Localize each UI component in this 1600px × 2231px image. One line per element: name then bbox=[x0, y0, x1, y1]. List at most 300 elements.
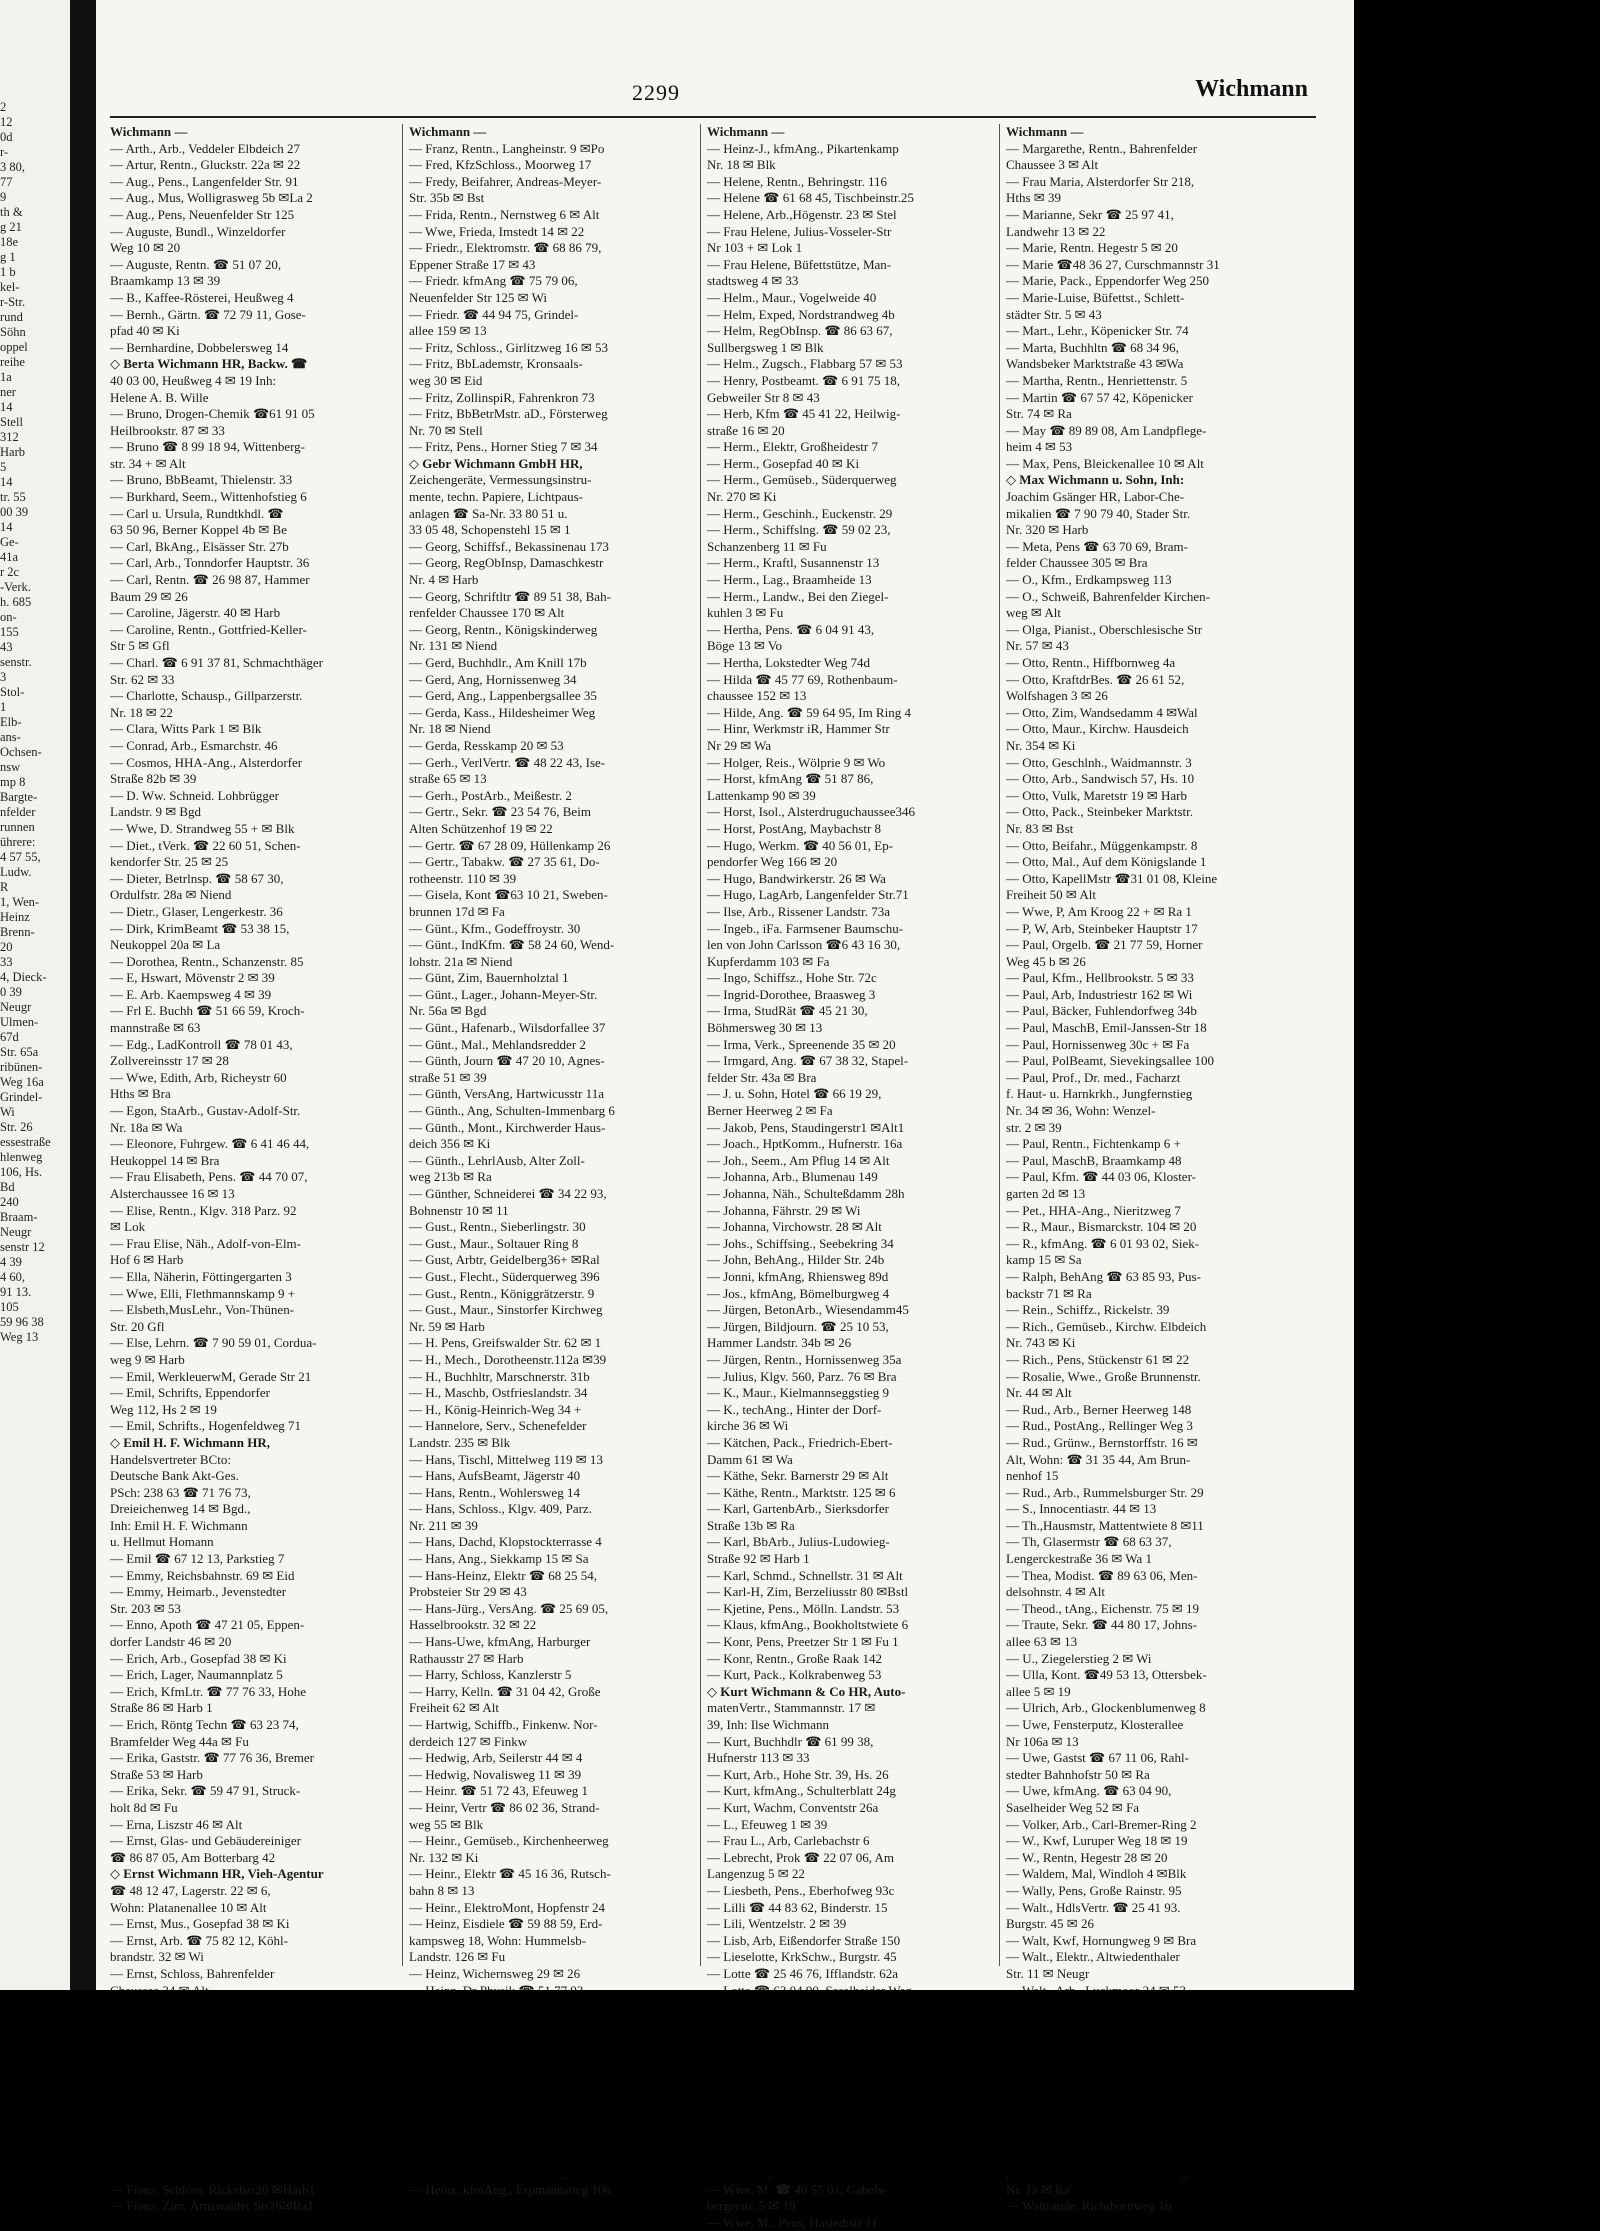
directory-entry-line: — Helene, Arb.,Högenstr. 23 ✉ Stel bbox=[707, 206, 897, 222]
directory-entry-line: — Herm., Elektr, Großheidestr 7 bbox=[707, 439, 878, 455]
directory-entry-line: — Heinz, Eisdiele ☎ 59 88 59, Erd- bbox=[409, 1916, 603, 1932]
directory-entry-line: Burgstr. 45 ✉ 26 bbox=[1006, 1916, 1094, 1932]
left-fragment-line: Ulmen- bbox=[0, 1015, 39, 1029]
directory-entry-line: Freiheit 62 ✉ Alt bbox=[409, 1700, 499, 1716]
directory-entry-line: — Rud., Arb., Rummelsburger Str. 29 bbox=[1006, 1484, 1204, 1500]
directory-entry-line: — Karl, Schmd., Schnellstr. 31 ✉ Alt bbox=[707, 1567, 903, 1583]
left-fragment-line: Weg 16a bbox=[0, 1075, 44, 1089]
directory-entry-line: u. Hellmut Homann bbox=[110, 1534, 214, 1550]
directory-entry-line: — Ilse, Arb., Rissener Landstr. 73a bbox=[707, 903, 891, 919]
directory-entry-line: renfelder Chaussee 170 ✉ Alt bbox=[409, 605, 565, 621]
directory-entry-line: — Wwe, Edith, Arb, Richeystr 60 bbox=[110, 1069, 287, 1085]
directory-entry-line: Probsteier Str 29 ✉ 43 bbox=[409, 1584, 527, 1600]
left-fragment-line: Brenn- bbox=[0, 925, 35, 939]
directory-entry-line: — Kjetine, Pens., Mölln. Landstr. 53 bbox=[707, 1600, 900, 1616]
left-fragment-line: 00 39 bbox=[0, 505, 29, 519]
directory-entry-line: — Irma, StudRät ☎ 45 21 30, bbox=[707, 1003, 868, 1019]
directory-entry-line: — Jonni, kfmAng, Rhiensweg 89d bbox=[707, 1268, 889, 1284]
directory-entry-line: Nr 29 ✉ Wa bbox=[707, 737, 772, 753]
directory-entry-line: holt 8d ✉ Fu bbox=[110, 1799, 178, 1815]
directory-entry-line: — Charl. ☎ 6 91 37 81, Schmachthäger bbox=[110, 655, 323, 670]
directory-entry-line: — Lebrecht, Prok ☎ 22 07 06, Am bbox=[707, 1849, 894, 1865]
directory-entry-line: derdeich 127 ✉ Finkw bbox=[409, 1733, 528, 1749]
directory-entry-line: — D. Ww. Schneid. Lohbrügger bbox=[110, 787, 279, 803]
directory-entry-line: — Horst, PostAng, Maybachstr 8 bbox=[707, 820, 882, 836]
directory-entry-line: — Friedr. kfmAng ☎ 75 79 06, bbox=[409, 273, 578, 289]
directory-entry-line: — Egon, StaArb., Gustav-Adolf-Str. bbox=[110, 1103, 301, 1119]
left-fragment-line: R bbox=[0, 880, 9, 894]
directory-entry-line: — Emil, WerkleuerwM, Gerade Str 21 bbox=[110, 1368, 312, 1384]
directory-entry-line: Straße 86 ✉ Harb 1 bbox=[110, 1700, 213, 1716]
left-fragment-line: Str. 65a bbox=[0, 1045, 39, 1059]
directory-entry-line: Handelsvertreter BCto: bbox=[110, 1451, 231, 1467]
directory-entry-line: — Heinr. ☎ 51 72 43, Efeuweg 1 bbox=[409, 1783, 589, 1799]
directory-entry-line: — Lisb, Arb, Eißendorfer Straße 150 bbox=[707, 1932, 901, 1948]
left-fragment-line: Grindel- bbox=[0, 1090, 43, 1104]
column-heading: Wichmann — bbox=[110, 124, 188, 139]
directory-entry-line: — Otto, Arb., Sandwisch 57, Hs. 10 bbox=[1006, 771, 1195, 787]
directory-entry-line: — Gerd, Buchhdlr., Am Knill 17b bbox=[409, 655, 587, 670]
directory-entry-line: — Frau L., Arb, Carlebachstr 6 bbox=[707, 1833, 870, 1849]
directory-entry-line: — Wwe, Elli, Flethmannskamp 9 + bbox=[110, 1285, 296, 1301]
left-fragment-line: nfelder bbox=[0, 805, 36, 819]
directory-entry-line: ◇ Max Wichmann u. Sohn, Inh: bbox=[1006, 472, 1185, 488]
directory-entry-line: — Cosmos, HHA-Ang., Alsterdorfer bbox=[110, 754, 303, 770]
book-gutter bbox=[70, 0, 96, 1990]
directory-entry-line: Landstr. 126 ✉ Fu bbox=[409, 1949, 506, 1965]
directory-entry-line: — Georg, Schiffsf., Bekassinenau 173 bbox=[409, 538, 609, 554]
directory-entry-line: — Karl, BbArb., Julius-Ludowieg- bbox=[707, 1534, 890, 1550]
directory-entry-line: — Frl E. Buchh ☎ 51 66 59, Kroch- bbox=[110, 1003, 305, 1019]
directory-entry-line: — Conrad, Arb., Esmarchstr. 46 bbox=[110, 737, 278, 753]
directory-entry-line: kirche 36 ✉ Wi bbox=[707, 1418, 789, 1434]
page-number: 2299 bbox=[632, 80, 680, 105]
left-fragment-line: 4, Dieck- bbox=[0, 970, 47, 984]
header-rule bbox=[110, 116, 1316, 118]
column-heading: Wichmann — bbox=[707, 124, 785, 139]
directory-entry-line: — Harry, Schloss, Kanzlerstr 5 bbox=[409, 1667, 572, 1683]
directory-entry-line: Chaussee 3 ✉ Alt bbox=[1006, 157, 1099, 173]
directory-entry-line: — Bruno, Drogen-Chemik ☎61 91 05 bbox=[110, 406, 315, 422]
left-fragment-line: 9 bbox=[0, 190, 7, 204]
directory-entry-line: — Heinr., Gemüseb., Kirchenheerweg bbox=[409, 1833, 609, 1849]
directory-entry-line: — Paul, MaschB, Emil-Janssen-Str 18 bbox=[1006, 1020, 1207, 1036]
directory-entry-line: Landstr. 9 ✉ Bgd bbox=[110, 804, 202, 820]
directory-entry-line: — Jürgen, BetonArb., Wiesendamm45 bbox=[707, 1302, 909, 1318]
directory-entry-line: Deutsche Bank Akt-Ges. bbox=[110, 1468, 239, 1484]
directory-entry-line: — Emil, Schrifts., Hogenfeldweg 71 bbox=[110, 1418, 301, 1434]
directory-entry-line: — Otto, Mal., Auf dem Königslande 1 bbox=[1006, 854, 1207, 870]
left-fragment-line: Weg 13 bbox=[0, 1330, 39, 1344]
directory-entry-line: — Franz, Zim, Arnswalder Str26✉Ra1 bbox=[110, 2198, 314, 2214]
directory-entry-line: — Frau Elise, Näh., Adolf-von-Elm- bbox=[110, 1235, 301, 1251]
directory-entry-line: Lattenkamp 90 ✉ 39 bbox=[707, 787, 816, 803]
directory-entry-line: — Erich, Arb., Gosepfad 38 ✉ Ki bbox=[110, 1650, 287, 1666]
left-fragment-line: 2 bbox=[0, 100, 7, 114]
directory-entry-line: — Fredy, Beifahrer, Andreas-Meyer- bbox=[409, 173, 602, 189]
directory-entry-line: — H., König-Heinrich-Weg 34 + bbox=[409, 1401, 582, 1417]
directory-entry-line: — Hedwig, Arb, Seilerstr 44 ✉ 4 bbox=[409, 1750, 583, 1766]
left-fragment-line: 4 60, bbox=[0, 1270, 25, 1284]
directory-entry-line: — Kurt, Wachm, Conventstr 26a bbox=[707, 1799, 879, 1815]
left-fragment-line: Heinz bbox=[0, 910, 30, 924]
directory-entry-line: — K., techAng., Hinter der Dorf- bbox=[707, 1401, 882, 1417]
directory-entry-line: stadtsweg 4 ✉ 33 bbox=[707, 273, 799, 289]
directory-entry-line: — Hugo, Bandwirkerstr. 26 ✉ Wa bbox=[707, 870, 886, 886]
directory-entry-line: ☎ 48 12 47, Lagerstr. 22 ✉ 6, bbox=[110, 1882, 271, 1898]
directory-entry-line: Saselheider Weg 52 ✉ Fa bbox=[1006, 1799, 1140, 1815]
directory-entry-line: — S., Innocentiastr. 44 ✉ 13 bbox=[1006, 1501, 1157, 1517]
directory-entry-line: — Heinz, Wichernsweg 29 ✉ 26 bbox=[409, 1965, 581, 1981]
directory-entry-line: Schanzenberg 11 ✉ Fu bbox=[707, 538, 827, 554]
directory-entry-line: — B., Kaffee-Rösterei, Heußweg 4 bbox=[110, 289, 294, 305]
directory-entry-line: — Carl u. Ursula, Rundtkhdl. ☎ bbox=[110, 505, 284, 521]
directory-entry-line: — Fritz, Schloss., Girlitzweg 16 ✉ 53 bbox=[409, 339, 609, 355]
directory-entry-line: — Herm., Landw., Bei den Ziegel- bbox=[707, 588, 889, 604]
directory-entry-line: Heilbrookstr. 87 ✉ 33 bbox=[110, 422, 225, 438]
directory-entry-line: — Aug., Pens., Langenfelder Str. 91 bbox=[110, 173, 299, 189]
directory-entry-line: — Hannelore, Serv., Schenefelder bbox=[409, 1418, 587, 1434]
directory-entry-line: — Ralph, BehAng ☎ 63 85 93, Pus- bbox=[1006, 1268, 1201, 1284]
directory-entry-line: — Lilli ☎ 44 83 62, Binderstr. 15 bbox=[707, 1899, 888, 1915]
left-fragment-line: 77 bbox=[0, 175, 13, 189]
directory-entry-line: — R., kfmAng. ☎ 6 01 93 02, Siek- bbox=[1006, 1235, 1200, 1251]
directory-entry-line: — Hans, Ang., Siekkamp 15 ✉ Sa bbox=[409, 1551, 589, 1567]
left-fragment-line: 14 bbox=[0, 400, 13, 414]
left-fragment-line: 0 39 bbox=[0, 985, 22, 999]
directory-entry-line: — Margarethe, Rentn., Bahrenfelder bbox=[1006, 140, 1198, 156]
directory-entry-line: — Carl, Arb., Tonndorfer Hauptstr. 36 bbox=[110, 555, 310, 571]
directory-entry-line: Eppener Straße 17 ✉ 43 bbox=[409, 256, 536, 272]
directory-entry-line: — Karl, GartenbArb., Sierksdorfer bbox=[707, 1501, 889, 1517]
directory-entry-line: — John, BehAng., Hilder Str. 24b bbox=[707, 1252, 885, 1268]
directory-entry-line: Hasselbrookstr. 32 ✉ 22 bbox=[409, 1617, 537, 1633]
directory-entry-line: — Heinr, Vertr ☎ 86 02 36, Strand- bbox=[409, 1799, 600, 1815]
directory-entry-line: — Pet., HHA-Ang., Nieritzweg 7 bbox=[1006, 1202, 1181, 1218]
directory-entry-line: — Hartwig, Schiffb., Finkenw. Nor- bbox=[409, 1717, 598, 1732]
directory-entry-line: — Gerh., VerlVertr. ☎ 48 22 43, Ise- bbox=[409, 754, 606, 770]
left-fragment-line: 1 bbox=[0, 700, 7, 714]
directory-entry-line: — Bernh., Gärtn. ☎ 72 79 11, Gose- bbox=[110, 306, 306, 322]
directory-entry-line: Bohnenstr 10 ✉ 11 bbox=[409, 1202, 509, 1218]
left-fragment-line: nsw bbox=[0, 760, 21, 774]
directory-entry-line: — Herm., Kraftl, Susannenstr 13 bbox=[707, 555, 880, 571]
directory-entry-line: — Hertha, Pens. ☎ 6 04 91 43, bbox=[707, 621, 875, 637]
directory-entry-line: kuhlen 3 ✉ Fu bbox=[707, 605, 784, 621]
left-fragment-line: r-Str. bbox=[0, 295, 26, 309]
directory-entry-line: — Caroline, Rentn., Gottfried-Keller- bbox=[110, 621, 307, 637]
directory-entry-line: — Rud., Grünw., Bernstorffstr. 16 ✉ bbox=[1006, 1434, 1198, 1450]
directory-entry-line: — Helm, RegObInsp. ☎ 86 63 67, bbox=[707, 323, 893, 339]
directory-entry-line: weg 30 ✉ Eid bbox=[409, 372, 483, 388]
directory-entry-line: — Emil ☎ 67 12 13, Parkstieg 7 bbox=[110, 1551, 285, 1567]
directory-entry-line: — Jakob, Pens, Staudingerstr1 ✉Alt1 bbox=[707, 1119, 905, 1135]
left-fragment-line: kel- bbox=[0, 280, 20, 294]
left-fragment-line: Stol- bbox=[0, 685, 25, 699]
directory-entry-line: Str. 62 ✉ 33 bbox=[110, 671, 175, 687]
directory-entry-line: — Wally, Pens, Große Rainstr. 95 bbox=[1006, 1882, 1182, 1898]
directory-entry-line: — Günt., Lager., Johann-Meyer-Str. bbox=[409, 986, 598, 1002]
directory-entry-line: len von John Carlsson ☎6 43 16 30, bbox=[707, 937, 901, 953]
directory-entry-line: — Herb, Kfm ☎ 45 41 22, Heilwig- bbox=[707, 406, 901, 422]
directory-entry-line: — Günt., IndKfm. ☎ 58 24 60, Wend- bbox=[409, 937, 615, 953]
directory-entry-line: — Otto, Geschlnh., Waidmannstr. 3 bbox=[1006, 754, 1192, 770]
directory-entry-line: brunnen 17d ✉ Fa bbox=[409, 903, 505, 919]
directory-entry-line: — Johanna, Virchowstr. 28 ✉ Alt bbox=[707, 1219, 882, 1235]
left-fragment-line: 155 bbox=[0, 625, 19, 639]
directory-entry-line: deich 356 ✉ Ki bbox=[409, 1136, 491, 1152]
directory-entry-line: heim 4 ✉ 53 bbox=[1006, 439, 1073, 455]
directory-entry-line: — Helm, Exped, Nordstrandweg 4b bbox=[707, 306, 895, 322]
directory-entry-line: — Jos., kfmAng, Bömelburgweg 4 bbox=[707, 1285, 890, 1301]
directory-entry-line: — Gerd, Ang, Hornissenweg 34 bbox=[409, 671, 577, 687]
directory-entry-line: — Dieter, Betrlnsp. ☎ 58 67 30, bbox=[110, 870, 284, 886]
directory-entry-line: Neukoppel 20a ✉ La bbox=[110, 937, 221, 953]
directory-entry-line: — Hilde, Ang. ☎ 59 64 95, Im Ring 4 bbox=[707, 704, 911, 720]
left-fragment-line: Stell bbox=[0, 415, 23, 429]
directory-entry-line: — Frau Helene, Julius-Vosseler-Str bbox=[707, 223, 892, 239]
left-fragment-line: senstr. bbox=[0, 655, 32, 669]
directory-entry-line: — Gust., Rentn., Königgrätzerstr. 9 bbox=[409, 1285, 595, 1301]
directory-entry-line: — Aug., Mus, Wolligrasweg 5b ✉La 2 bbox=[110, 190, 313, 206]
directory-entry-line: Weg 45 b ✉ 26 bbox=[1006, 953, 1086, 969]
directory-entry-line: 33 05 48, Schopenstehl 15 ✉ 1 bbox=[409, 522, 571, 538]
directory-entry-line: — Elise, Rentn., Klgv. 318 Parz. 92 bbox=[110, 1202, 297, 1218]
left-fragment-line: Wi bbox=[0, 1105, 15, 1119]
directory-entry-line: Nr. 57 ✉ 43 bbox=[1006, 638, 1069, 654]
directory-entry-line: — Wwe, D. Strandweg 55 + ✉ Blk bbox=[110, 820, 295, 836]
directory-entry-line: — Erich, Röntg Techn ☎ 63 23 74, bbox=[110, 1717, 299, 1732]
directory-entry-line: — Gerh., PostArb., Meißestr. 2 bbox=[409, 787, 572, 803]
directory-entry-line: — Hans-Uwe, kfmAng, Harburger bbox=[409, 1634, 591, 1650]
directory-entry-line: str. 2 ✉ 39 bbox=[1006, 1119, 1062, 1135]
directory-entry-line: — R., Maur., Bismarckstr. 104 ✉ 20 bbox=[1006, 1219, 1197, 1235]
directory-entry-line: — Paul, Orgelb. ☎ 21 77 59, Horner bbox=[1006, 937, 1203, 953]
directory-entry-line: Bramfelder Weg 44a ✉ Fu bbox=[110, 1733, 249, 1749]
directory-entry-line: — Max, Pens, Bleickenallee 10 ✉ Alt bbox=[1006, 455, 1204, 471]
directory-entry-line: — Otto, Rentn., Hiffbornweg 4a bbox=[1006, 655, 1176, 670]
directory-entry-line: — Lieselotte, KrkSchw., Burgstr. 45 bbox=[707, 1949, 897, 1965]
directory-entry-line: Kupferdamm 103 ✉ Fa bbox=[707, 953, 830, 969]
directory-entry-line: weg 9 ✉ Harb bbox=[110, 1351, 185, 1367]
directory-entry-line: Hof 6 ✉ Harb bbox=[110, 1252, 184, 1268]
directory-entry-line: — Wwe, P, Am Kroog 22 + ✉ Ra 1 bbox=[1006, 903, 1192, 919]
directory-entry-line: — Olga, Pianist., Oberschlesische Str bbox=[1006, 621, 1203, 637]
directory-entry-line: — Herm., Lag., Braamheide 13 bbox=[707, 572, 872, 588]
directory-entry-line: — L., Efeuweg 1 ✉ 39 bbox=[707, 1816, 828, 1832]
directory-entry-line: — W., Rentn, Hegestr 28 ✉ 20 bbox=[1006, 1849, 1168, 1865]
directory-entry-line: kampsweg 18, Wohn: Hummelsb- bbox=[409, 1932, 587, 1948]
directory-entry-line: — Auguste, Rentn. ☎ 51 07 20, bbox=[110, 256, 282, 272]
directory-entry-line: straße 16 ✉ 20 bbox=[707, 422, 785, 438]
directory-entry-line: — Günt., Hafenarb., Wilsdorfallee 37 bbox=[409, 1020, 606, 1036]
directory-entry-line: — Georg, Schriftltr ☎ 89 51 38, Bah- bbox=[409, 588, 611, 604]
directory-entry-line: — Johanna, Näh., Schulteßdamm 28h bbox=[707, 1186, 905, 1201]
directory-entry-line: Inh: Emil H. F. Wichmann bbox=[110, 1517, 248, 1533]
directory-entry-line: — Fritz, ZollinspiR, Fahrenkron 73 bbox=[409, 389, 595, 405]
directory-entry-line: — Otto, Beifahr., Müggenkampstr. 8 bbox=[1006, 837, 1198, 853]
directory-entry-line: — Horst, Isol., Alsterdruguchaussee346 bbox=[707, 804, 915, 820]
column-divider bbox=[700, 124, 701, 1966]
directory-entry-line: Nr. 211 ✉ 39 bbox=[409, 1517, 478, 1533]
directory-entry-line: — Helm., Maur., Vogelweide 40 bbox=[707, 289, 877, 305]
left-fragment-line: Bargte- bbox=[0, 790, 38, 804]
directory-entry-line: anlagen ☎ Sa-Nr. 33 80 51 u. bbox=[409, 505, 568, 521]
directory-entry-line: — Erich, KfmLtr. ☎ 77 76 33, Hohe bbox=[110, 1683, 306, 1699]
directory-entry-line: kamp 15 ✉ Sa bbox=[1006, 1252, 1082, 1268]
directory-entry-line: — Uwe, Gastst ☎ 67 11 06, Rahl- bbox=[1006, 1750, 1189, 1766]
left-fragment-line: Neugr bbox=[0, 1225, 32, 1239]
directory-entry-line: rotheenstr. 110 ✉ 39 bbox=[409, 870, 517, 886]
directory-entry-line: nenhof 15 bbox=[1006, 1468, 1059, 1484]
directory-entry-line: — Georg, RegObInsp, Damaschkestr bbox=[409, 555, 604, 571]
directory-entry-line: Nr. 1a ✉ Ra bbox=[1006, 2181, 1070, 2197]
directory-entry-line: kendorfer Str. 25 ✉ 25 bbox=[110, 854, 229, 870]
directory-entry-line: Berner Heerweg 2 ✉ Fa bbox=[707, 1103, 833, 1119]
left-fragment-line: Ge- bbox=[0, 535, 19, 549]
directory-entry-line: Nr. 132 ✉ Ki bbox=[409, 1849, 479, 1865]
directory-entry-line: — Friedr., Elektromstr. ☎ 68 86 79, bbox=[409, 240, 602, 256]
directory-entry-line: — Hans-Jürg., VersAng. ☎ 25 69 05, bbox=[409, 1600, 609, 1616]
directory-entry-line: — Gisela, Kont ☎63 10 21, Sweben- bbox=[409, 887, 608, 903]
left-fragment-line: reihe bbox=[0, 355, 25, 369]
directory-entry-line: — Günth., Ang, Schulten-Immenbarg 6 bbox=[409, 1103, 615, 1119]
directory-entry-line: 40 03 00, Heußweg 4 ✉ 19 Inh: bbox=[110, 372, 277, 388]
directory-entry-line: Hufnerstr 113 ✉ 33 bbox=[707, 1750, 810, 1766]
directory-entry-line: — Günth., Mont., Kirchwerder Haus- bbox=[409, 1119, 606, 1135]
directory-entry-line: garten 2d ✉ 13 bbox=[1006, 1186, 1086, 1201]
directory-entry-line: Alt, Wohn: ☎ 31 35 44, Am Brun- bbox=[1006, 1451, 1191, 1467]
directory-entry-line: Ordulfstr. 28a ✉ Niend bbox=[110, 887, 232, 903]
directory-entry-line: Nr 103 + ✉ Lok 1 bbox=[707, 240, 803, 256]
directory-entry-line: — Hans, AufsBeamt, Jägerstr 40 bbox=[409, 1468, 581, 1484]
directory-entry-line: Str. 35b ✉ Bst bbox=[409, 190, 485, 206]
directory-entry-line: — J. u. Sohn, Hotel ☎ 66 19 29, bbox=[707, 1086, 882, 1102]
directory-entry-line: — Hans, Tischl, Mittelweg 119 ✉ 13 bbox=[409, 1451, 603, 1467]
directory-entry-line: — Emil, Schrifts, Eppendorfer bbox=[110, 1385, 270, 1401]
directory-entry-line: — Helene, Rentn., Behringstr. 116 bbox=[707, 173, 888, 189]
directory-entry-line: — Else, Lehrn. ☎ 7 90 59 01, Cordua- bbox=[110, 1335, 317, 1351]
directory-entry-line: Alten Schützenhof 19 ✉ 22 bbox=[409, 820, 553, 836]
directory-entry-line: bahn 8 ✉ 13 bbox=[409, 1882, 475, 1898]
directory-entry-line: allee 5 ✉ 19 bbox=[1006, 1683, 1071, 1699]
directory-entry-line: Str. 11 ✉ Neugr bbox=[1006, 1965, 1090, 1981]
column-divider bbox=[999, 124, 1000, 1966]
directory-entry-line: — Paul, Kfm. ☎ 44 03 06, Kloster- bbox=[1006, 1169, 1196, 1185]
directory-entry-line: pfad 40 ✉ Ki bbox=[110, 323, 180, 339]
directory-entry-line: — Rich., Gemüseb., Kirchw. Elbdeich bbox=[1006, 1318, 1207, 1334]
directory-entry-line: — Heinz-J., kfmAng., Pikartenkamp bbox=[707, 140, 899, 156]
directory-entry-line: — Emmy, Heimarb., Jevenstedter bbox=[110, 1584, 287, 1600]
page-header bbox=[96, 76, 1354, 116]
directory-entry-line: — Franz, Rentn., Langheinstr. 9 ✉Po bbox=[409, 140, 605, 156]
directory-entry-line: — Irmgard, Ang. ☎ 67 38 32, Stapel- bbox=[707, 1053, 909, 1069]
directory-entry-line: — Ella, Näherin, Föttingergarten 3 bbox=[110, 1268, 292, 1284]
directory-entry-line: Straße 82b ✉ 39 bbox=[110, 771, 197, 787]
directory-entry-line: — Waldem, Mal, Windloh 4 ✉Blk bbox=[1006, 1866, 1187, 1882]
directory-entry-line: — Hans, Schloss., Klgv. 409, Parz. bbox=[409, 1501, 592, 1517]
directory-entry-line: — Helm., Zugsch., Flabbarg 57 ✉ 53 bbox=[707, 356, 903, 372]
left-fragment-line: 4 57 55, bbox=[0, 850, 41, 864]
directory-entry-line: — Klaus, kfmAng., Bookholtstwiete 6 bbox=[707, 1617, 909, 1633]
directory-entry-line: — Volker, Arb., Carl-Bremer-Ring 2 bbox=[1006, 1816, 1197, 1832]
directory-entry-line: — Carl, BkAng., Elsässer Str. 27b bbox=[110, 538, 289, 554]
directory-entry-line: — Ulrich, Arb., Glockenblumenweg 8 bbox=[1006, 1700, 1206, 1716]
directory-entry-line: — Heinz, kfmAng., Erpmannstieg 10b bbox=[409, 2181, 611, 2197]
left-fragment-line: 33 bbox=[0, 955, 13, 969]
directory-entry-line: weg ✉ Alt bbox=[1006, 605, 1061, 621]
directory-entry-line: — Marta, Buchhltn ☎ 68 34 96, bbox=[1006, 339, 1179, 355]
directory-entry-line: Wohn: Platanenallee 10 ✉ Alt bbox=[110, 1899, 267, 1915]
directory-entry-line: — Walt., Elektr., Altwiedenthaler bbox=[1006, 1949, 1180, 1965]
directory-entry-line: ✉ Lok bbox=[110, 1219, 146, 1235]
directory-entry-line: — Rud., Arb., Berner Heerweg 148 bbox=[1006, 1401, 1192, 1417]
directory-entry-line: — Günt., Kfm., Godeffroystr. 30 bbox=[409, 920, 581, 936]
left-fragment-line: 106, Hs. bbox=[0, 1165, 43, 1179]
directory-entry-line: — Herm., Gemüseb., Süderquerweg bbox=[707, 472, 897, 488]
directory-entry-line: — Joach., HptKomm., Hufnerstr. 16a bbox=[707, 1136, 903, 1152]
directory-entry-line: Baum 29 ✉ 26 bbox=[110, 588, 188, 604]
directory-entry-line: — E. Arb. Kaempsweg 4 ✉ 39 bbox=[110, 986, 272, 1002]
directory-entry-line: — Th.,Hausmstr, Mattentwiete 8 ✉11 bbox=[1006, 1517, 1204, 1533]
directory-entry-line: — Heinr., Elektr ☎ 45 16 36, Rutsch- bbox=[409, 1866, 611, 1882]
directory-entry-line: — Uwe, kfmAng. ☎ 63 04 90, bbox=[1006, 1783, 1172, 1799]
directory-entry-line: — Otto, Zim, Wandsedamm 4 ✉Wal bbox=[1006, 704, 1198, 720]
directory-entry-line: Nr. 59 ✉ Harb bbox=[409, 1318, 485, 1334]
left-fragment-line: tr. 55 bbox=[0, 490, 26, 504]
left-fragment-line: runnen bbox=[0, 820, 35, 834]
directory-entry-line: lohstr. 21a ✉ Niend bbox=[409, 953, 513, 969]
left-fragment-line: rund bbox=[0, 310, 23, 324]
directory-entry-line: — Wwe, M., Pens, Hastedtstr 11 bbox=[707, 2214, 878, 2230]
directory-entry-line: — Herm., Gosepfad 40 ✉ Ki bbox=[707, 455, 860, 471]
left-fragment-line: ribünen- bbox=[0, 1060, 43, 1074]
directory-entry-line: backstr 71 ✉ Ra bbox=[1006, 1285, 1092, 1301]
left-fragment-line: 312 bbox=[0, 430, 19, 444]
left-fragment-line: Neugr bbox=[0, 1000, 32, 1014]
left-fragment-line: g 21 bbox=[0, 220, 22, 234]
directory-entry-line: — Paul, Bäcker, Fuhlendorfweg 34b bbox=[1006, 1003, 1197, 1019]
directory-entry-line: — Artur, Rentn., Gluckstr. 22a ✉ 22 bbox=[110, 157, 301, 173]
left-fragment-line: r 2c bbox=[0, 565, 20, 579]
directory-entry-line: — Otto, KapellMstr ☎31 01 08, Kleine bbox=[1006, 870, 1218, 886]
directory-entry-line: — Gust., Flecht., Süderquerweg 396 bbox=[409, 1268, 600, 1284]
directory-entry-line: — Helene ☎ 61 68 45, Tischbeinstr.25 bbox=[707, 190, 914, 206]
directory-entry-line: — Hilda ☎ 45 77 69, Rothenbaum- bbox=[707, 671, 898, 687]
directory-entry-line: — Enno, Apoth ☎ 47 21 05, Eppen- bbox=[110, 1617, 305, 1633]
directory-entry-line: Lengerckestraße 36 ✉ Wa 1 bbox=[1006, 1551, 1153, 1567]
left-fragment-line: 5 bbox=[0, 460, 7, 474]
directory-entry-line: — Kurt, Arb., Hohe Str. 39, Hs. 26 bbox=[707, 1766, 889, 1782]
directory-entry-line: Nr. 18 ✉ Niend bbox=[409, 721, 491, 737]
directory-entry-line: — Paul, Rentn., Fichtenkamp 6 + bbox=[1006, 1136, 1181, 1152]
directory-entry-line: Landwehr 13 ✉ 22 bbox=[1006, 223, 1106, 239]
directory-entry-line: Wolfshagen 3 ✉ 26 bbox=[1006, 688, 1108, 704]
directory-entry-line: dorfer Landstr 46 ✉ 20 bbox=[110, 1634, 232, 1650]
directory-entry-line: — Mart., Lehr., Köpenicker Str. 74 bbox=[1006, 323, 1189, 339]
directory-entry-line: — Marie, Pack., Eppendorfer Weg 250 bbox=[1006, 273, 1210, 289]
directory-entry-line: — Walt., HdlsVertr. ☎ 25 41 93. bbox=[1006, 1899, 1181, 1915]
directory-entry-line: pendorfer Weg 166 ✉ 20 bbox=[707, 854, 838, 870]
directory-entry-line: Straße 53 ✉ Harb bbox=[110, 1766, 203, 1782]
directory-entry-line: Heukoppel 14 ✉ Bra bbox=[110, 1152, 220, 1168]
directory-entry-line: — Gust., Maur., Soltauer Ring 8 bbox=[409, 1235, 579, 1251]
directory-entry-line: — Th, Glasermstr ☎ 68 63 37, bbox=[1006, 1534, 1172, 1550]
directory-entry-line: Nr. 320 ✉ Harb bbox=[1006, 522, 1089, 538]
directory-entry-line: — Otto, Vulk, Maretstr 19 ✉ Harb bbox=[1006, 787, 1188, 803]
left-fragment-line: 12 bbox=[0, 115, 13, 129]
left-fragment-line: ner bbox=[0, 385, 16, 399]
